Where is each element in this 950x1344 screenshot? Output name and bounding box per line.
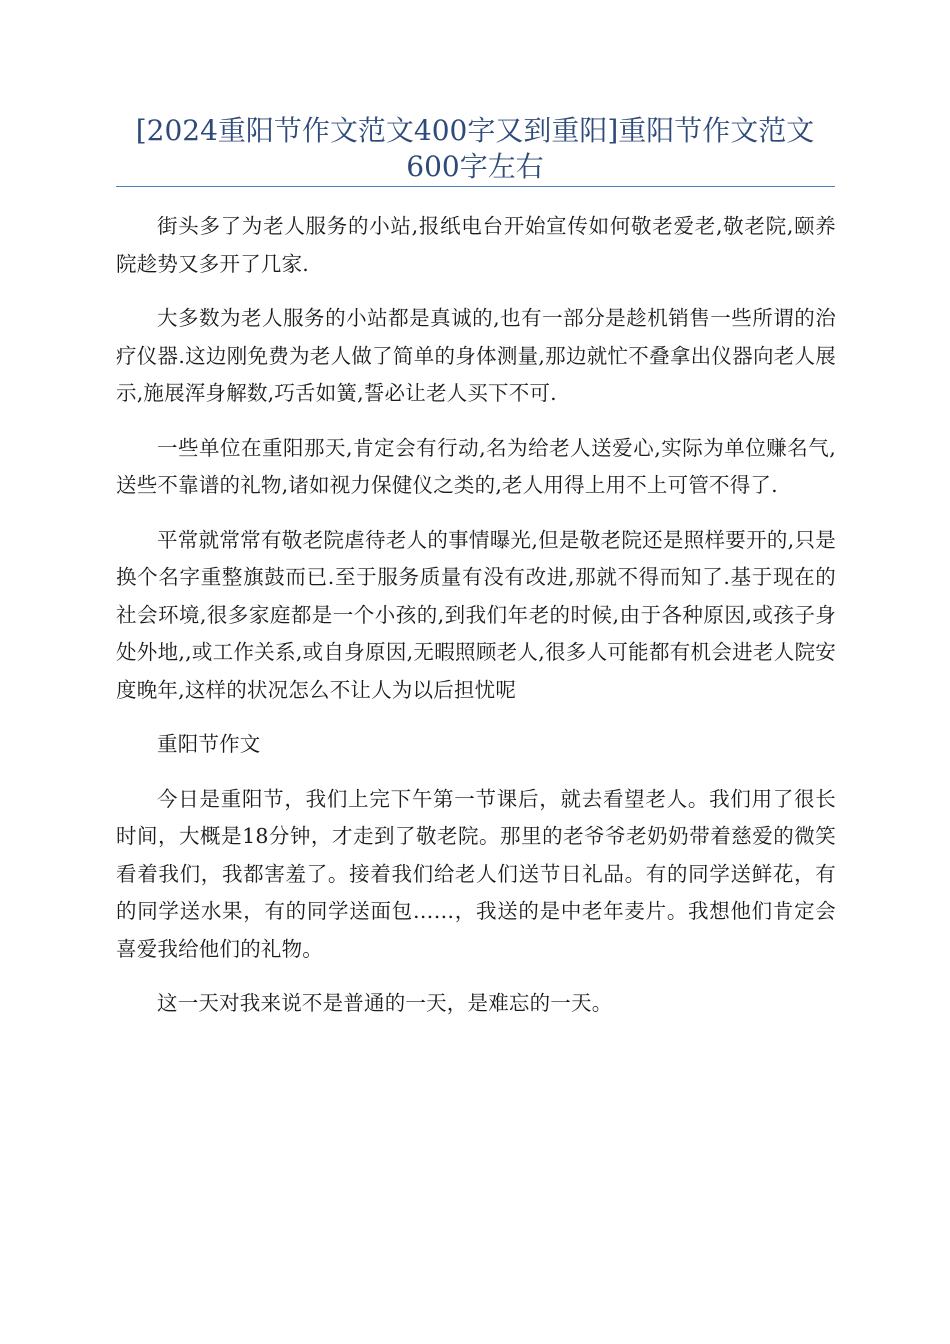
document-title: [2024重阳节作文范文400字又到重阳]重阳节作文范文600字左右 xyxy=(135,114,815,183)
section-heading: 重阳节作文 xyxy=(157,732,261,756)
paragraph-3: 一些单位在重阳那天,肯定会有行动,名为给老人送爱心,实际为单位赚名气,送些不靠谱的礼物,诸如视力保健仪之类的,老人用得上用不上可管不得了. xyxy=(116,435,836,497)
paragraph-6: 这一天对我来说不是普通的一天，是难忘的一天。 xyxy=(157,991,613,1015)
paragraph-1: 街头多了为老人服务的小站,报纸电台开始宣传如何敬老爱老,敬老院,颐养院趁势又多开了几家. xyxy=(116,214,836,276)
paragraph-4: 平常就常常有敬老院虐待老人的事情曝光,但是敬老院还是照样要开的,只是换个名字重整旗鼓而已.至于服务质量有没有改进,那就不得而知了.基于现在的社会环境,很多家庭都是一个小孩的,到我们年老的时候,由于各种原因,或孩子身处外地,,或工作关系,或自身原因,无暇照顾老人,很多人可能都有机会进老人院安度晚年,这样的状况怎么不让人为以后担忧呢 xyxy=(116,527,836,702)
paragraph-2: 大多数为老人服务的小站都是真诚的,也有一部分是趁机销售一些所谓的治疗仪器.这边刚免费为老人做了简单的身体测量,那边就忙不叠拿出仪器向老人展示,施展浑身解数,巧舌如簧,誓必让老人买下不可. xyxy=(116,306,836,405)
document-body xyxy=(116,208,836,1040)
title-underline xyxy=(116,186,835,187)
paragraph-5: 今日是重阳节，我们上完下午第一节课后，就去看望老人。我们用了很长时间，大概是18分钟，才走到了敬老院。那里的老爷爷老奶奶带着慈爱的微笑看着我们，我都害羞了。接着我们给老人们送节日礼品。有的同学送鲜花，有的同学送水果，有的同学送面包……，我送的是中老年麦片。我想他们肯定会喜爱我给他们的礼物。 xyxy=(116,786,836,961)
